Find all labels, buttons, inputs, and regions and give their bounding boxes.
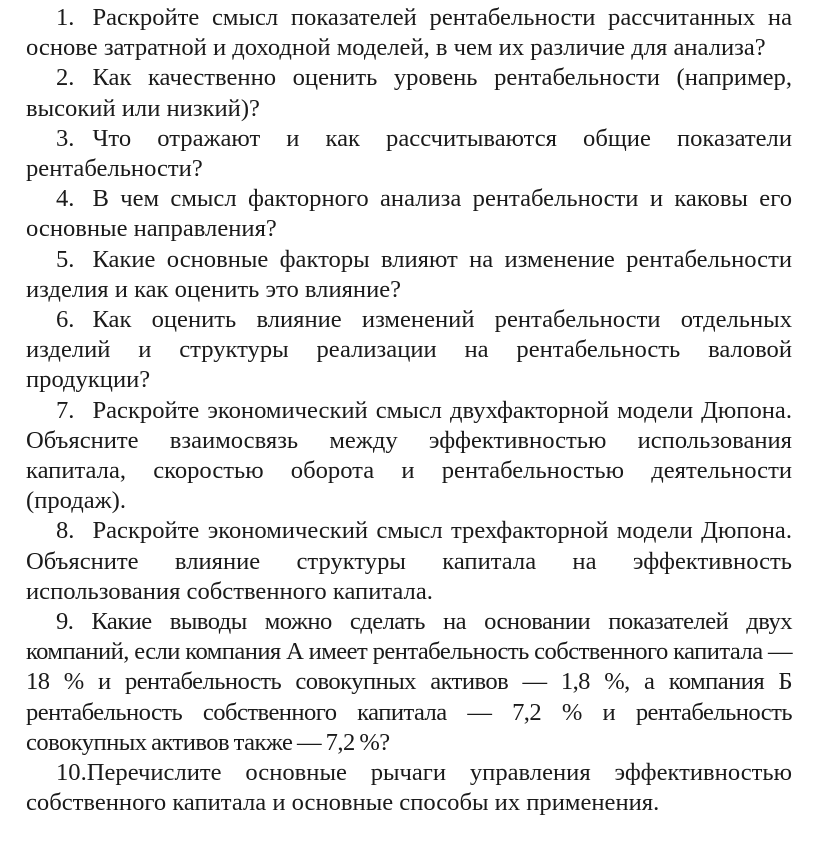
question-text: В чем смысл факторного анализа рентабельности и каковы его основные направления?	[26, 185, 792, 243]
question-text: Как оценить влияние изменений рентабельности отдельных изделий и структуры реализации на рентабельность валовой продукции?	[26, 306, 792, 394]
question-number: 8.	[56, 517, 75, 545]
question-5	[26, 245, 792, 305]
question-number: 3.	[56, 124, 75, 152]
question-1	[26, 3, 792, 63]
question-number: 10.	[56, 759, 87, 787]
question-10	[26, 758, 792, 818]
question-6	[26, 305, 792, 396]
question-text: Какие выводы можно сделать на основании показателей двух компаний, если компания А имеет рентабельность собственного капитала — 18 % и рентабельность совокупных активов — 1,8 %, а компания Б рентабельность собственного капитала — 7,2 % и рентабельность совокупных активов также — 7,2 %?	[26, 608, 792, 756]
question-number: 7.	[56, 396, 75, 424]
question-text: Раскройте смысл показателей рентабельности рассчитанных на основе затратной и доходной моделей, в чем их различие для анализа?	[26, 4, 792, 62]
question-number: 4.	[56, 185, 75, 213]
question-text: Раскройте экономический смысл двухфакторной модели Дюпона. Объясните взаимосвязь между эффективностью использования капитала, скоростью оборота и рентабельностью деятельности (продаж).	[26, 396, 792, 515]
question-text: Раскройте экономический смысл трехфакторной модели Дюпона. Объясните влияние структуры капитала на эффективность использования собственного капитала.	[26, 517, 792, 605]
question-8	[26, 516, 792, 607]
question-number: 5.	[56, 245, 75, 273]
question-number: 1.	[56, 4, 75, 31]
question-text: Какие основные факторы влияют на изменение рентабельности изделия и как оценить это влияние?	[26, 245, 792, 303]
question-number: 6.	[56, 306, 75, 334]
question-text: Что отражают и как рассчитываются общие показатели рентабельности?	[26, 124, 792, 183]
question-text: Как качественно оценить уровень рентабельности (например, высокий или низкий)?	[26, 64, 792, 122]
question-number: 2.	[56, 64, 75, 92]
question-7	[26, 396, 792, 517]
question-text: Перечислите основные рычаги управления эффективностью собственного капитала и основные способы их применения.	[26, 759, 792, 817]
question-3	[26, 124, 792, 184]
question-number: 9.	[56, 608, 74, 636]
question-4	[26, 184, 792, 244]
question-2	[26, 63, 792, 123]
question-9	[26, 607, 792, 758]
